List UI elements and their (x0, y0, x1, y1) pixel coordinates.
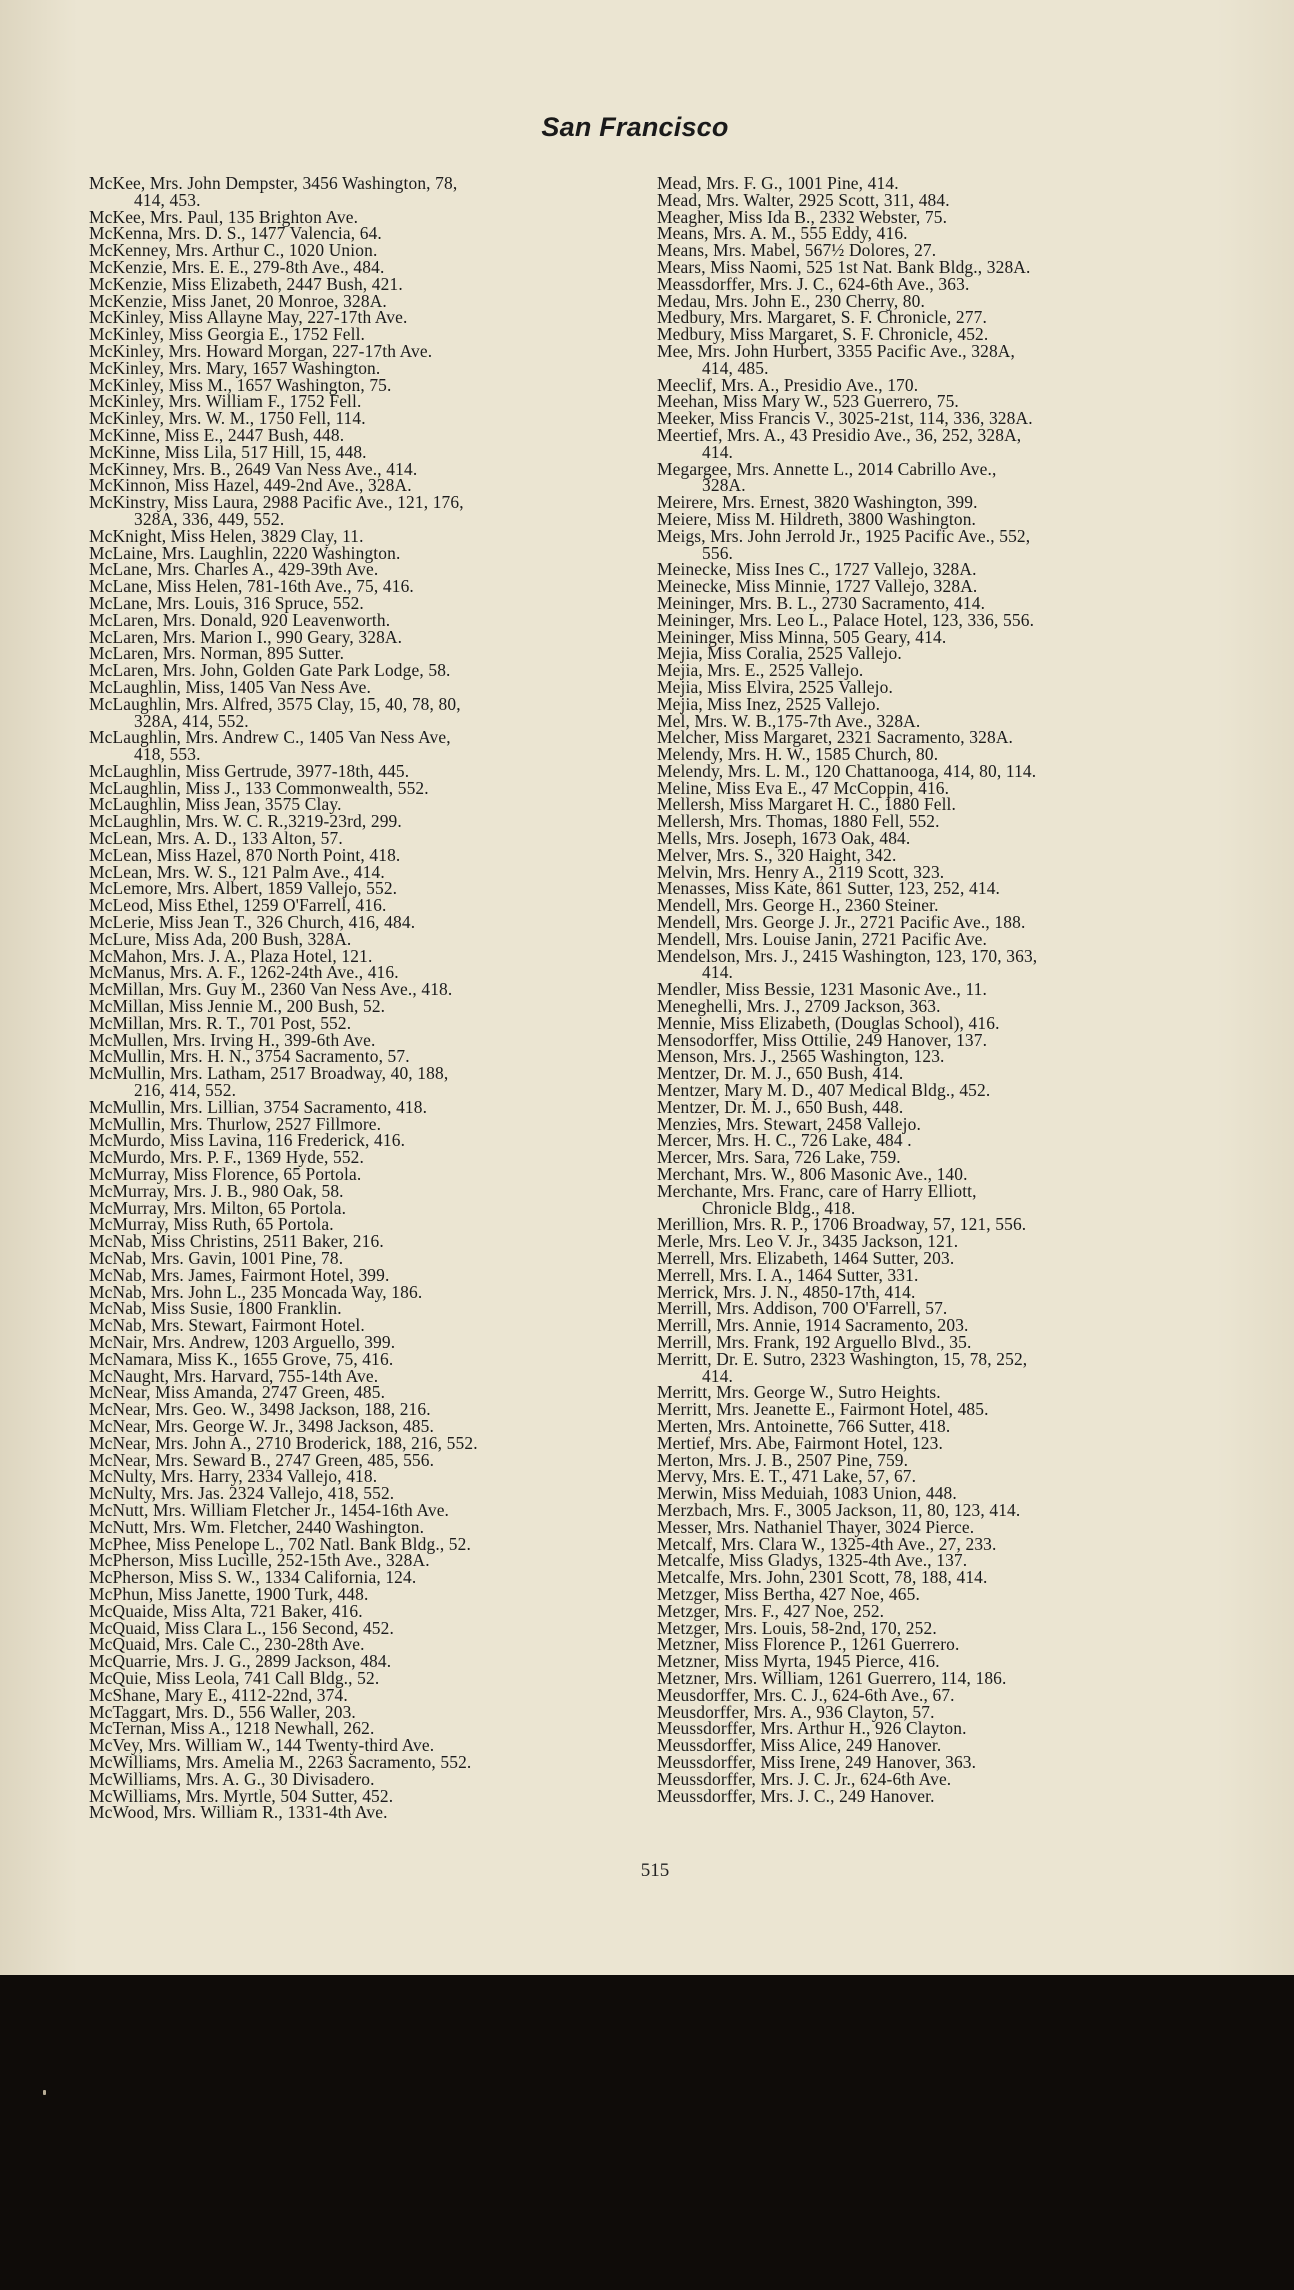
directory-entry: Metzner, Miss Florence P., 1261 Guerrero. (657, 1634, 960, 1655)
directory-entry: McLaughlin, Miss Gertrude, 3977-18th, 445. (89, 760, 410, 781)
directory-entry: Merle, Mrs. Leo V. Jr., 3435 Jackson, 121. (657, 1231, 959, 1252)
directory-entry: McLerie, Miss Jean T., 326 Church, 416, 484. (89, 912, 416, 933)
directory-entry: McLane, Miss Helen, 781-16th Ave., 75, 416. (89, 576, 414, 597)
directory-entry: Meinecke, Miss Minnie, 1727 Vallejo, 328A. (657, 576, 978, 597)
directory-entry: McNair, Mrs. Andrew, 1203 Arguello, 399. (89, 1331, 396, 1352)
directory-entry: Mertief, Mrs. Abe, Fairmont Hotel, 123. (657, 1432, 943, 1453)
directory-entry: McLean, Mrs. A. D., 133 Alton, 57. (89, 828, 343, 849)
directory-entry: Mead, Mrs. F. G., 1001 Pine, 414. (657, 173, 899, 193)
directory-entry: McKenney, Mrs. Arthur C., 1020 Union. (89, 240, 378, 261)
directory-entry: Mellersh, Mrs. Thomas, 1880 Fell, 552. (657, 811, 940, 832)
directory-entry: Mears, Miss Naomi, 525 1st Nat. Bank Bldg., 328A. (657, 256, 1031, 277)
directory-entry: McKee, Mrs. Paul, 135 Brighton Ave. (89, 206, 359, 227)
right-column-entries (657, 175, 1257, 1804)
directory-entry: Meassdorffer, Mrs. J. C., 624-6th Ave., 363. (657, 273, 970, 294)
directory-entry: McKee, Mrs. John Dempster, 3456 Washington, 78, (89, 173, 458, 193)
directory-entry: Merzbach, Mrs. F., 3005 Jackson, 11, 80, 123, 414. (657, 1499, 1021, 1520)
directory-entry: Merrell, Mrs. I. A., 1464 Sutter, 331. (657, 1264, 919, 1285)
directory-entry: Metzger, Mrs. F., 427 Noe, 252. (657, 1600, 885, 1621)
directory-entry: McLeod, Miss Ethel, 1259 O'Farrell, 416. (89, 895, 387, 916)
directory-entry: Metcalfe, Miss Gladys, 1325-4th Ave., 137. (657, 1550, 968, 1571)
directory-entry-continuation: 556. (702, 542, 734, 563)
directory-entry: McNab, Mrs. Stewart, Fairmont Hotel. (89, 1315, 365, 1336)
directory-entry: McMillan, Miss Jennie M., 200 Bush, 52. (89, 996, 386, 1017)
directory-entry: Menzies, Mrs. Stewart, 2458 Vallejo. (657, 1113, 921, 1134)
directory-entry-continuation: 414, 453. (134, 189, 201, 210)
directory-entry: Meussdorffer, Mrs. J. C., 249 Hanover. (657, 1785, 935, 1806)
directory-entry: Mercer, Mrs. Sara, 726 Lake, 759. (657, 1147, 901, 1168)
directory-entry-continuation: 328A, 414, 552. (134, 710, 249, 731)
directory-entry: Mendell, Mrs. George J. Jr., 2721 Pacific Ave., 188. (657, 912, 1026, 933)
directory-entry: Mensodorffer, Miss Ottilie, 249 Hanover, 137. (657, 1029, 988, 1050)
directory-entry: McVey, Mrs. William W., 144 Twenty-third Ave. (89, 1735, 435, 1756)
directory-entry: Meininger, Mrs. B. L., 2730 Sacramento, 414. (657, 592, 986, 613)
directory-entry: McWood, Mrs. William R., 1331-4th Ave. (89, 1802, 388, 1823)
directory-entry-continuation: Chronicle Bldg., 418. (702, 1197, 856, 1218)
directory-entry: Meneghelli, Mrs. J., 2709 Jackson, 363. (657, 996, 941, 1017)
directory-entry: Merrill, Mrs. Frank, 192 Arguello Blvd., 35. (657, 1331, 972, 1352)
directory-entry: McMurray, Miss Florence, 65 Portola. (89, 1164, 362, 1185)
directory-entry: Mel, Mrs. W. B.,175-7th Ave., 328A. (657, 710, 921, 731)
directory-entry: Merwin, Miss Meduiah, 1083 Union, 448. (657, 1483, 957, 1504)
directory-entry: Merrick, Mrs. J. N., 4850-17th, 414. (657, 1281, 916, 1302)
directory-entry: Merrill, Mrs. Addison, 700 O'Farrell, 57. (657, 1298, 948, 1319)
directory-entry: McPherson, Miss Lucille, 252-15th Ave., 328A. (89, 1550, 430, 1571)
directory-entry: McMurray, Mrs. J. B., 980 Oak, 58. (89, 1180, 344, 1201)
directory-entry: Mejia, Mrs. E., 2525 Vallejo. (657, 660, 864, 681)
directory-entry: McNulty, Mrs. Harry, 2334 Vallejo, 418. (89, 1466, 378, 1487)
directory-entry: Mells, Mrs. Joseph, 1673 Oak, 484. (657, 828, 911, 849)
directory-entry: Mennie, Miss Elizabeth, (Douglas School), 416. (657, 1012, 1000, 1033)
directory-entry: Meline, Miss Eva E., 47 McCoppin, 416. (657, 777, 950, 798)
directory-entry: McMurdo, Mrs. P. F., 1369 Hyde, 552. (89, 1147, 365, 1168)
directory-entry: Meeclif, Mrs. A., Presidio Ave., 170. (657, 374, 919, 395)
directory-entry: Melcher, Miss Margaret, 2321 Sacramento, 328A. (657, 727, 1014, 748)
directory-entry: Menasses, Miss Kate, 861 Sutter, 123, 252, 414. (657, 878, 1001, 899)
directory-entry: Meusdorffer, Mrs. A., 936 Clayton, 57. (657, 1701, 935, 1722)
page-title: San Francisco (541, 112, 729, 142)
directory-entry: McLemore, Mrs. Albert, 1859 Vallejo, 552. (89, 878, 398, 899)
directory-entry: Mervy, Mrs. E. T., 471 Lake, 57, 67. (657, 1466, 917, 1487)
directory-entry: McLean, Mrs. W. S., 121 Palm Ave., 414. (89, 861, 385, 882)
directory-entry: McManus, Mrs. A. F., 1262-24th Ave., 416. (89, 962, 399, 983)
directory-entry: Mentzer, Dr. M. J., 650 Bush, 448. (657, 1096, 904, 1117)
directory-entry: McKenna, Mrs. D. S., 1477 Valencia, 64. (89, 223, 382, 244)
directory-entry: Melver, Mrs. S., 320 Haight, 342. (657, 844, 897, 865)
directory-entry: McQuarrie, Mrs. J. G., 2899 Jackson, 484. (89, 1651, 392, 1672)
directory-entry: Mejia, Miss Inez, 2525 Vallejo. (657, 693, 881, 714)
directory-entry: McNab, Mrs. Gavin, 1001 Pine, 78. (89, 1248, 344, 1268)
directory-entry: Melendy, Mrs. L. M., 120 Chattanooga, 414, 80, 114. (657, 760, 1037, 781)
directory-entry: Meussdorffer, Mrs. Arthur H., 926 Clayton. (657, 1718, 967, 1739)
directory-entry: Merritt, Mrs. George W., Sutro Heights. (657, 1382, 941, 1403)
directory-entry: McKinley, Mrs. W. M., 1750 Fell, 114. (89, 408, 366, 429)
directory-entry: McKnight, Miss Helen, 3829 Clay, 11. (89, 525, 364, 546)
directory-entry: Meininger, Mrs. Leo L., Palace Hotel, 123, 336, 556. (657, 609, 1035, 630)
directory-entry: Mercer, Mrs. H. C., 726 Lake, 484 . (657, 1130, 912, 1151)
directory-entry: Medbury, Mrs. Margaret, S. F. Chronicle, 277. (657, 307, 987, 328)
directory-entry: Medbury, Miss Margaret, S. F. Chronicle, 452. (657, 324, 989, 345)
directory-entry: McMurray, Mrs. Milton, 65 Portola. (89, 1197, 347, 1218)
directory-entry: McNear, Miss Amanda, 2747 Green, 485. (89, 1382, 386, 1403)
directory-entry: McKinne, Miss Lila, 517 Hill, 15, 448. (89, 441, 367, 462)
directory-entry: McKinley, Mrs. Mary, 1657 Washington. (89, 357, 381, 378)
directory-entry: Metzger, Mrs. Louis, 58-2nd, 170, 252. (657, 1617, 937, 1638)
directory-entry: McKenzie, Miss Janet, 20 Monroe, 328A. (89, 290, 387, 311)
directory-entry: McNear, Mrs. Seward B., 2747 Green, 485, 556. (89, 1449, 435, 1470)
directory-entry-continuation: 328A. (702, 475, 746, 496)
directory-entry: Meigs, Mrs. John Jerrold Jr., 1925 Pacific Ave., 552, (657, 525, 1031, 546)
directory-entry: McWilliams, Mrs. A. G., 30 Divisadero. (89, 1768, 375, 1789)
directory-entry: McKinne, Miss E., 2447 Bush, 448. (89, 424, 345, 445)
directory-entry: McKinstry, Miss Laura, 2988 Pacific Ave., 121, 176, (89, 492, 464, 513)
directory-entry: Merrell, Mrs. Elizabeth, 1464 Sutter, 203. (657, 1248, 955, 1268)
directory-entry: Mendler, Miss Bessie, 1231 Masonic Ave., 11. (657, 979, 988, 1000)
directory-entry: McPhun, Miss Janette, 1900 Turk, 448. (89, 1583, 369, 1604)
directory-entry: McMillan, Mrs. R. T., 701 Post, 552. (89, 1012, 352, 1033)
directory-entry: McMullin, Mrs. Thurlow, 2527 Fillmore. (89, 1113, 382, 1134)
dust-speck (43, 2090, 46, 2095)
directory-entry: Meertief, Mrs. A., 43 Presidio Ave., 36, 252, 328A, (657, 424, 1022, 445)
directory-entry: McMillan, Mrs. Guy M., 2360 Van Ness Ave., 418. (89, 979, 453, 1000)
directory-entry: Meininger, Miss Minna, 505 Geary, 414. (657, 626, 947, 647)
directory-entry: McKinney, Mrs. B., 2649 Van Ness Ave., 414. (89, 458, 418, 479)
directory-entry: Meussdorffer, Mrs. J. C. Jr., 624-6th Ave. (657, 1768, 952, 1789)
directory-entry: McLane, Mrs. Louis, 316 Spruce, 552. (89, 592, 364, 613)
directory-entry: Merritt, Dr. E. Sutro, 2323 Washington, 15, 78, 252, (657, 1348, 1028, 1369)
directory-entry: Merrill, Mrs. Annie, 1914 Sacramento, 203. (657, 1315, 969, 1336)
directory-entry: Merillion, Mrs. R. P., 1706 Broadway, 57, 121, 556. (657, 1214, 1027, 1235)
directory-entry: McMullen, Mrs. Irving H., 399-6th Ave. (89, 1029, 376, 1050)
directory-entry: McQuaid, Miss Clara L., 156 Second, 452. (89, 1617, 394, 1638)
directory-entry: McLean, Miss Hazel, 870 North Point, 418. (89, 844, 401, 865)
directory-entry: McMurdo, Miss Lavina, 116 Frederick, 416. (89, 1130, 406, 1151)
directory-entry: Meussdorffer, Miss Alice, 249 Hanover. (657, 1735, 942, 1756)
directory-entry: Meusdorffer, Mrs. C. J., 624-6th Ave., 67. (657, 1684, 955, 1705)
directory-entry: Mejia, Miss Coralia, 2525 Vallejo. (657, 643, 902, 664)
directory-entry: Menson, Mrs. J., 2565 Washington, 123. (657, 1046, 945, 1067)
directory-entry: McWilliams, Mrs. Amelia M., 2263 Sacramento, 552. (89, 1751, 472, 1772)
directory-entry: McKinnon, Miss Hazel, 449-2nd Ave., 328A. (89, 475, 412, 496)
directory-entry: McWilliams, Mrs. Myrtle, 504 Sutter, 452. (89, 1785, 394, 1806)
directory-entry: Means, Mrs. Mabel, 567½ Dolores, 27. (657, 240, 937, 261)
directory-entry: Meirere, Mrs. Ernest, 3820 Washington, 399. (657, 492, 978, 513)
directory-entry: McQuaid, Mrs. Cale C., 230-28th Ave. (89, 1634, 365, 1655)
directory-entry: McNamara, Miss K., 1655 Grove, 75, 416. (89, 1348, 394, 1369)
directory-entry: McLaren, Mrs. John, Golden Gate Park Lodge, 58. (89, 660, 451, 681)
directory-entry: Merchant, Mrs. W., 806 Masonic Ave., 140. (657, 1164, 968, 1185)
directory-entry-continuation: 414, 485. (702, 357, 769, 378)
directory-entry: Meagher, Miss Ida B., 2332 Webster, 75. (657, 206, 948, 227)
directory-entry: McKinley, Miss Georgia E., 1752 Fell. (89, 324, 366, 345)
directory-entry-continuation: 418, 553. (134, 744, 201, 765)
directory-entry-continuation: 414. (702, 962, 734, 983)
directory-entry: McNutt, Mrs. William Fletcher Jr., 1454-16th Ave. (89, 1499, 450, 1520)
directory-entry: McLaughlin, Mrs. Andrew C., 1405 Van Ness Ave, (89, 727, 451, 748)
directory-entry: McKenzie, Miss Elizabeth, 2447 Bush, 421. (89, 273, 403, 294)
directory-entry: McNear, Mrs. George W. Jr., 3498 Jackson, 485. (89, 1415, 434, 1436)
directory-entry: Merten, Mrs. Antoinette, 766 Sutter, 418. (657, 1415, 951, 1436)
directory-entry: McNulty, Mrs. Jas. 2324 Vallejo, 418, 552. (89, 1483, 395, 1504)
directory-entry: Meehan, Miss Mary W., 523 Guerrero, 75. (657, 391, 959, 412)
directory-entry: McKinley, Mrs. Howard Morgan, 227-17th Ave. (89, 340, 433, 361)
directory-entry: Meiere, Miss M. Hildreth, 3800 Washington. (657, 508, 977, 529)
directory-entry: Megargee, Mrs. Annette L., 2014 Cabrillo Ave., (657, 458, 997, 479)
directory-entry: McMullin, Mrs. Latham, 2517 Broadway, 40, 188, (89, 1063, 449, 1084)
directory-entry: McLaughlin, Miss J., 133 Commonwealth, 552. (89, 777, 429, 798)
directory-entry: McLure, Miss Ada, 200 Bush, 328A. (89, 928, 352, 949)
directory-entry: Mee, Mrs. John Hurbert, 3355 Pacific Ave., 328A, (657, 340, 1016, 361)
directory-entry: Merton, Mrs. J. B., 2507 Pine, 759. (657, 1449, 909, 1470)
directory-entry: McKenzie, Mrs. E. E., 279-8th Ave., 484. (89, 256, 385, 277)
scan-dark-margin (0, 1975, 1294, 2290)
directory-entry: Mendell, Mrs. George H., 2360 Steiner. (657, 895, 939, 916)
directory-entry: McTernan, Miss A., 1218 Newhall, 262. (89, 1718, 375, 1739)
page-number: 515 (640, 1860, 670, 1881)
directory-entry: Medau, Mrs. John E., 230 Cherry, 80. (657, 290, 925, 311)
directory-entry: Meeker, Miss Francis V., 3025-21st, 114, 336, 328A. (657, 408, 1033, 429)
directory-entry: Mejia, Miss Elvira, 2525 Vallejo. (657, 676, 893, 697)
directory-entry: McMullin, Mrs. Lillian, 3754 Sacramento, 418. (89, 1096, 428, 1117)
directory-entry: McMahon, Mrs. J. A., Plaza Hotel, 121. (89, 945, 373, 966)
directory-entry: McPherson, Miss S. W., 1334 California, 124. (89, 1567, 417, 1588)
directory-entry: McLane, Mrs. Charles A., 429-39th Ave. (89, 559, 379, 580)
directory-entry: Metzner, Miss Myrta, 1945 Pierce, 416. (657, 1651, 940, 1672)
directory-entry: McMullin, Mrs. H. N., 3754 Sacramento, 57. (89, 1046, 410, 1067)
directory-entry: Messer, Mrs. Nathaniel Thayer, 3024 Pierce. (657, 1516, 975, 1537)
directory-entry-continuation: 328A, 336, 449, 552. (134, 508, 285, 529)
directory-entry: Metzner, Mrs. William, 1261 Guerrero, 114, 186. (657, 1667, 1007, 1688)
directory-entry: McLaughlin, Miss, 1405 Van Ness Ave. (89, 676, 372, 697)
directory-entry-continuation: 414. (702, 441, 734, 462)
directory-entry: McLaren, Mrs. Norman, 895 Sutter. (89, 643, 345, 664)
directory-entry: McNaught, Mrs. Harvard, 755-14th Ave. (89, 1365, 379, 1386)
directory-entry: Metzger, Miss Bertha, 427 Noe, 465. (657, 1583, 920, 1604)
directory-entry: McQuie, Miss Leola, 741 Call Bldg., 52. (89, 1667, 380, 1688)
directory-entry: Metcalfe, Mrs. John, 2301 Scott, 78, 188, 414. (657, 1567, 988, 1588)
directory-entry: Melvin, Mrs. Henry A., 2119 Scott, 323. (657, 861, 945, 882)
directory-entry: McNab, Mrs. James, Fairmont Hotel, 399. (89, 1264, 390, 1285)
directory-entry: Means, Mrs. A. M., 555 Eddy, 416. (657, 223, 908, 244)
directory-entry: Mead, Mrs. Walter, 2925 Scott, 311, 484. (657, 189, 950, 210)
directory-entry: Mentzer, Mary M. D., 407 Medical Bldg., 452. (657, 1080, 991, 1101)
directory-entry: McKinley, Miss Allayne May, 227-17th Ave. (89, 307, 408, 328)
directory-entry: McKinley, Mrs. William F., 1752 Fell. (89, 391, 362, 412)
directory-entry: McLaren, Mrs. Marion I., 990 Geary, 328A. (89, 626, 403, 647)
directory-entry: Meussdorffer, Miss Irene, 249 Hanover, 363. (657, 1751, 977, 1772)
directory-entry: Meinecke, Miss Ines C., 1727 Vallejo, 328A. (657, 559, 977, 580)
directory-entry: McLaren, Mrs. Donald, 920 Leavenworth. (89, 609, 391, 630)
directory-entry: McShane, Mary E., 4112-22nd, 374. (89, 1684, 348, 1705)
directory-entry: McNear, Mrs. John A., 2710 Broderick, 188, 216, 552. (89, 1432, 478, 1453)
directory-entry: McNab, Mrs. John L., 235 Moncada Way, 186. (89, 1281, 423, 1302)
directory-entry-continuation: 216, 414, 552. (134, 1080, 237, 1101)
directory-entry: Melendy, Mrs. H. W., 1585 Church, 80. (657, 744, 939, 765)
directory-entry: McNab, Miss Christins, 2511 Baker, 216. (89, 1231, 384, 1252)
directory-entry: McLaughlin, Mrs. Alfred, 3575 Clay, 15, 40, 78, 80, (89, 693, 461, 714)
directory-entry: McMurray, Miss Ruth, 65 Portola. (89, 1214, 334, 1235)
directory-entry-continuation: 414. (702, 1365, 734, 1386)
directory-entry: McPhee, Miss Penelope L., 702 Natl. Bank Bldg., 52. (89, 1533, 471, 1554)
directory-entry: Mendell, Mrs. Louise Janin, 2721 Pacific Ave. (657, 928, 988, 949)
directory-entry: Merritt, Mrs. Jeanette E., Fairmont Hotel, 485. (657, 1399, 989, 1420)
directory-entry: McTaggart, Mrs. D., 556 Waller, 203. (89, 1701, 356, 1722)
directory-entry: Mendelson, Mrs. J., 2415 Washington, 123, 170, 363, (657, 945, 1038, 966)
directory-entry: McNab, Miss Susie, 1800 Franklin. (89, 1298, 342, 1319)
directory-entry: McNear, Mrs. Geo. W., 3498 Jackson, 188, 216. (89, 1399, 431, 1420)
directory-entry: Merchante, Mrs. Franc, care of Harry Elliott, (657, 1180, 977, 1201)
directory-entry: McQuaide, Miss Alta, 721 Baker, 416. (89, 1600, 363, 1621)
directory-entry: McNutt, Mrs. Wm. Fletcher, 2440 Washington. (89, 1516, 425, 1537)
directory-entry: Mellersh, Miss Margaret H. C., 1880 Fell. (657, 794, 957, 815)
directory-entry: McLaughlin, Miss Jean, 3575 Clay. (89, 794, 342, 815)
left-column-entries (89, 175, 649, 1821)
directory-entry: McLaine, Mrs. Laughlin, 2220 Washington. (89, 542, 401, 563)
directory-entry: McLaughlin, Mrs. W. C. R.,3219-23rd, 299. (89, 811, 402, 832)
directory-entry: McKinley, Miss M., 1657 Washington, 75. (89, 374, 392, 395)
directory-entry: Metcalf, Mrs. Clara W., 1325-4th Ave., 27, 233. (657, 1533, 997, 1554)
directory-entry: Mentzer, Dr. M. J., 650 Bush, 414. (657, 1063, 904, 1084)
